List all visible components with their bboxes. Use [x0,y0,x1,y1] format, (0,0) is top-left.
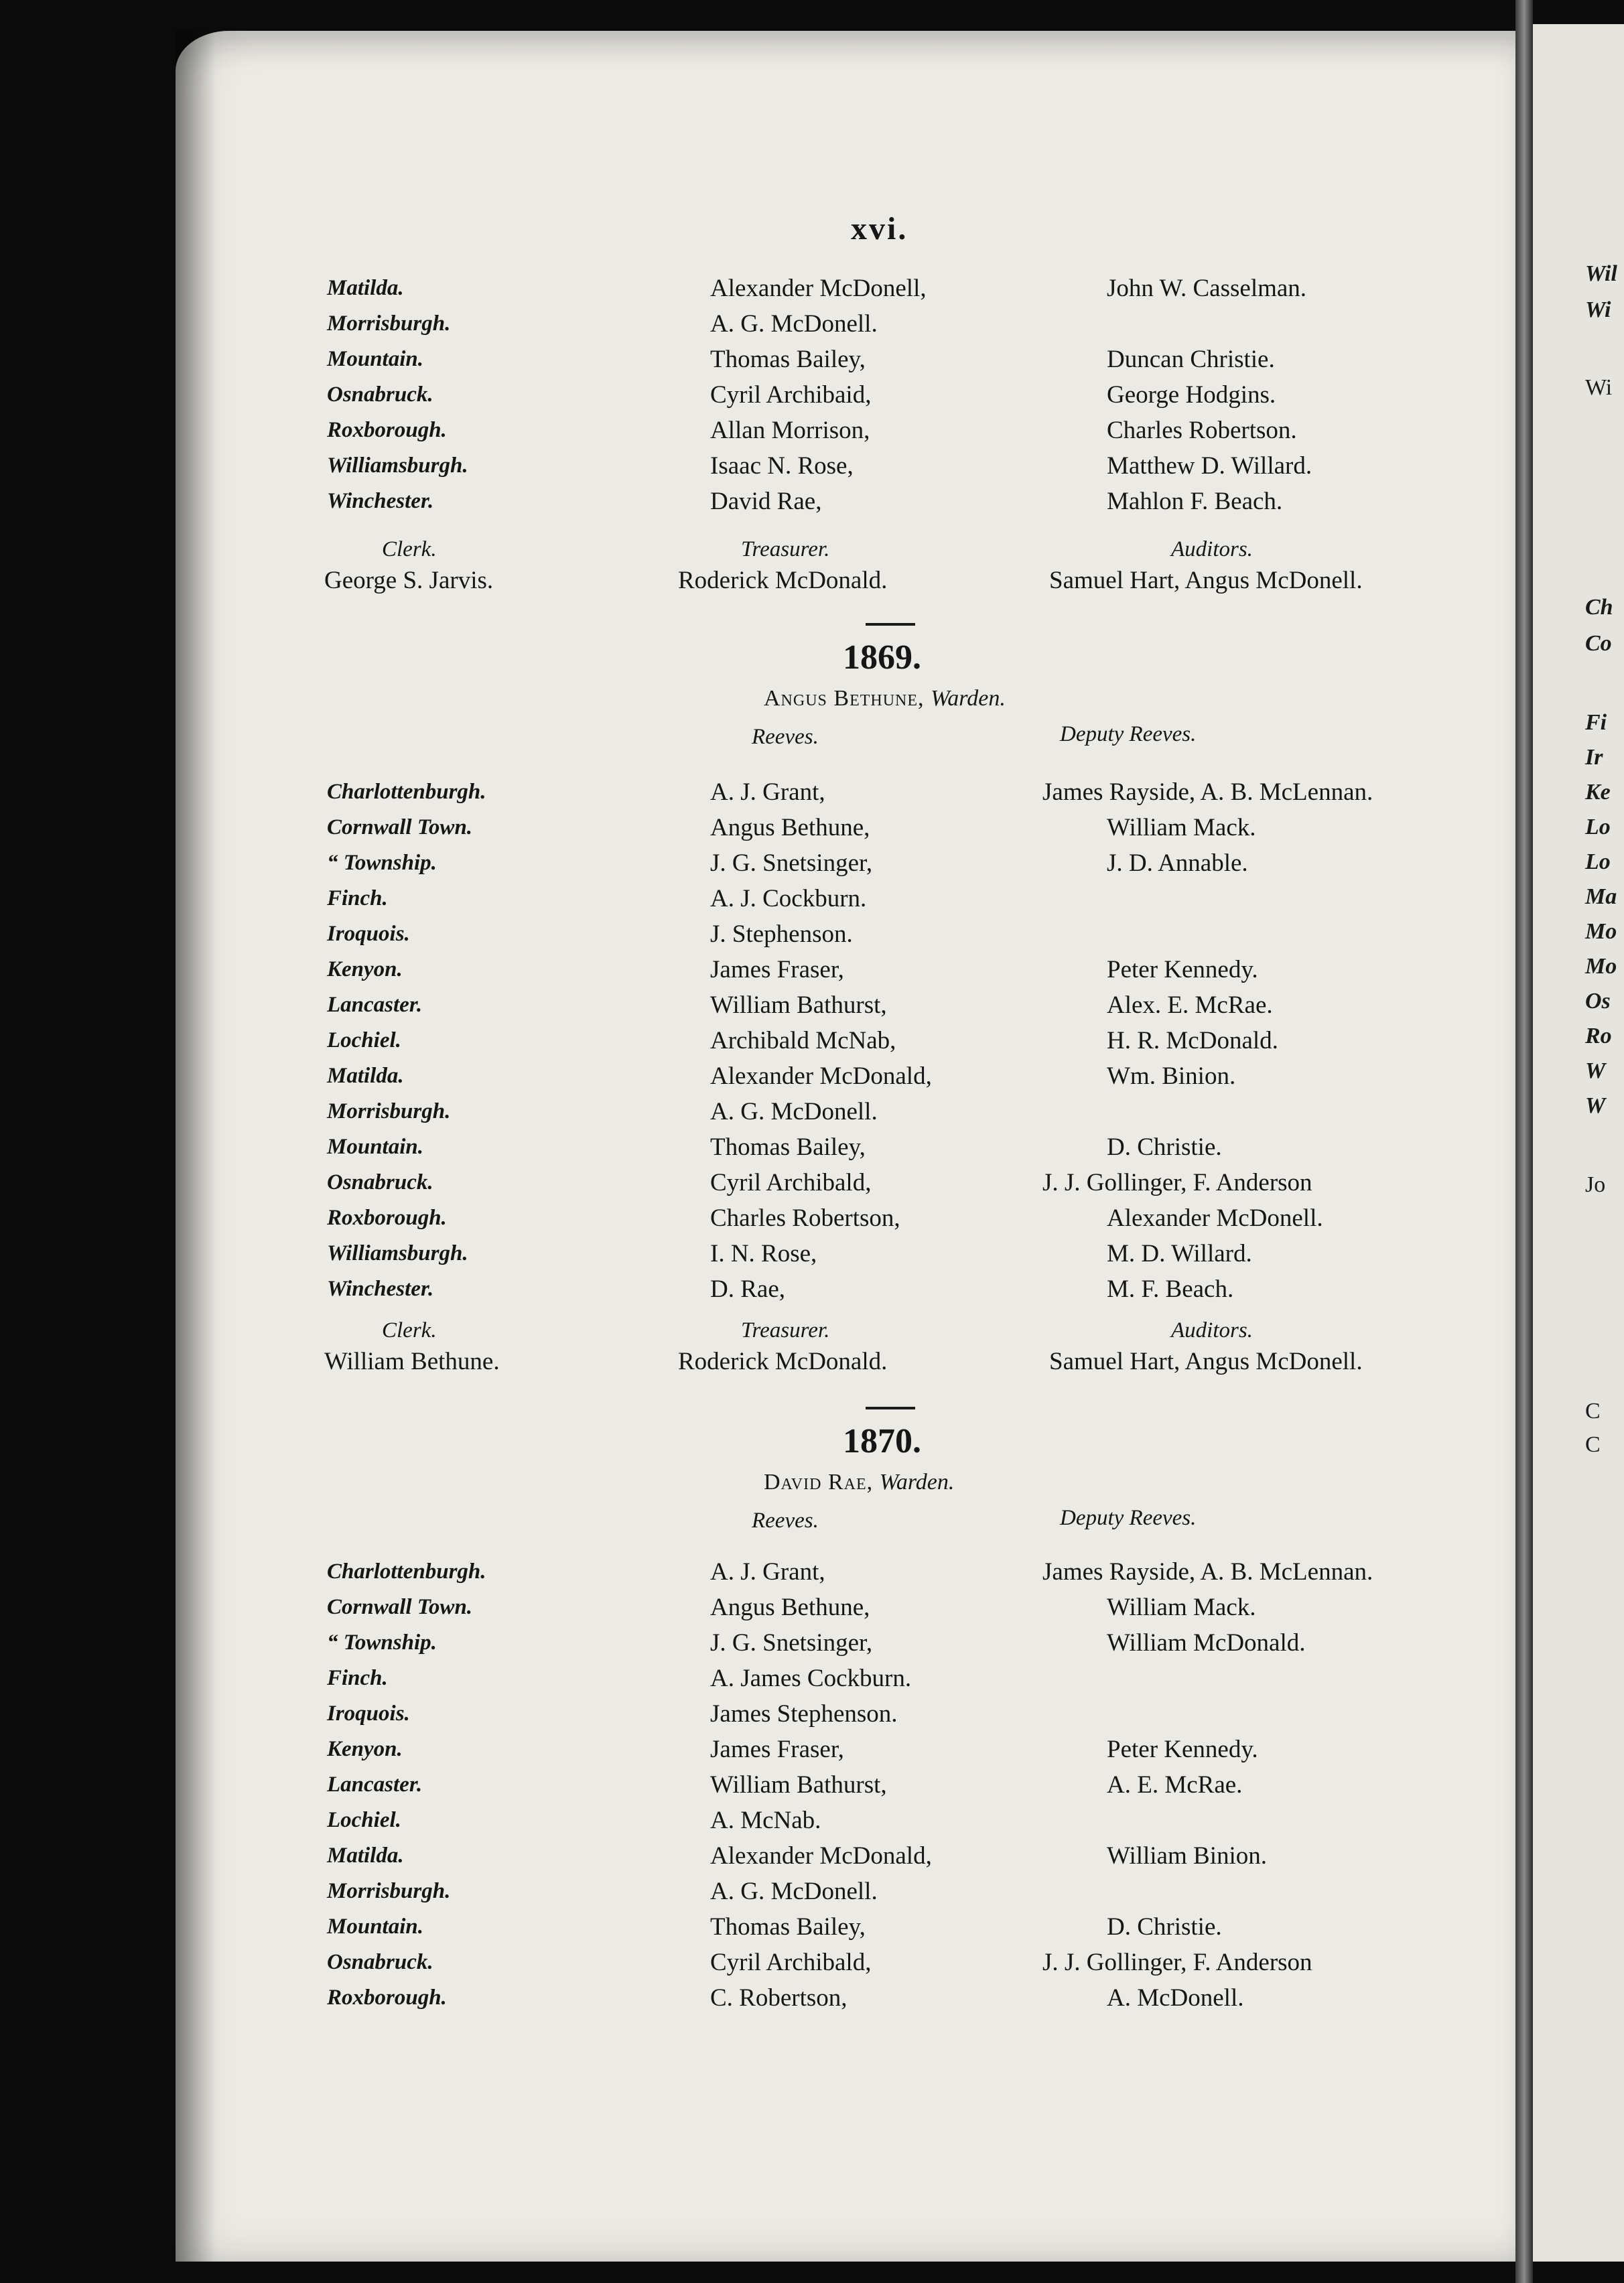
facing-page-fragment: Ma [1585,884,1617,909]
block-1870-reeve: C. Robertson, [710,1984,848,2012]
block-1869-place: Cornwall Town. [327,815,473,839]
block-a-place: Osnabruck. [327,383,433,407]
block-a-treasurer: Roderick McDonald. [678,567,888,594]
block-1870-reeve: Angus Bethune, [710,1594,870,1621]
block-1869-place: Charlottenburgh. [327,780,486,804]
block-a-clerk-label: Clerk. [382,537,437,561]
block-1870-deputy: Peter Kennedy. [1107,1736,1258,1763]
block-1870-reeve: Cyril Archibald, [710,1949,872,1976]
block-1870-deputy: D. Christie. [1107,1913,1222,1941]
book-gutter [1515,0,1533,2283]
block-1869-auditors: Samuel Hart, Angus McDonell. [1049,1348,1363,1375]
block-1870-deputy: William Binion. [1107,1842,1268,1870]
block-1869-deputy: William Mack. [1107,814,1256,841]
facing-page-fragment: Fi [1585,710,1607,735]
block-a-reeve: Cyril Archibaid, [710,381,872,409]
block-1869-place: Roxborough. [327,1206,447,1230]
block-a-auditors: Samuel Hart, Angus McDonell. [1049,567,1363,594]
block-1870-place: Roxborough. [327,1986,447,2010]
block-1869-reeves-label: Reeves. [752,725,819,749]
block-1869-rule [866,623,915,626]
facing-page-fragment: Wil [1585,261,1617,286]
block-1870-place: Mountain. [327,1915,423,1939]
block-1869-place: Lancaster. [327,993,423,1017]
block-1870-place: Lochiel. [327,1808,401,1832]
block-1869-place: Lochiel. [327,1028,401,1052]
facing-page-fragment: Lo [1585,815,1611,839]
block-a-deputy: Charles Robertson. [1107,417,1297,444]
block-1869-reeve: A. J. Cockburn. [710,885,867,912]
block-1869-reeve: J. Stephenson. [710,920,853,948]
block-1869-deputy: Wm. Binion. [1107,1062,1236,1090]
facing-page-fragment: Wi [1585,375,1613,400]
block-1870-place: “ Township. [327,1631,437,1655]
block-1869-treasurer: Roderick McDonald. [678,1348,888,1375]
block-1869-deputy: M. F. Beach. [1107,1275,1234,1303]
block-1869-place: Finch. [327,886,388,910]
block-1870-deputy: J. J. Gollinger, F. Anderson [1042,1949,1312,1976]
block-1870-deputy: A. McDonell. [1107,1984,1244,2012]
block-1870-place: Morrisburgh. [327,1879,451,1903]
block-1870-year: 1870. [843,1422,921,1460]
block-1869-reeve: A. G. McDonell. [710,1098,878,1125]
facing-page-fragment: Co [1585,631,1612,656]
block-1869-deputy-label: Deputy Reeves. [1060,722,1197,746]
block-a-clerk: George S. Jarvis. [324,567,494,594]
block-a-place: Roxborough. [327,418,447,442]
block-1870-place: Charlottenburgh. [327,1560,486,1584]
block-1870-place: Cornwall Town. [327,1595,473,1619]
facing-page-fragment: Mo [1585,919,1617,944]
facing-page-fragment: Ch [1585,595,1613,620]
block-1870-reeve: James Fraser, [710,1736,844,1763]
block-1870-deputy: A. E. McRae. [1107,1771,1243,1799]
facing-page-fragment: Wi [1585,297,1611,322]
facing-page-fragment: Ro [1585,1024,1612,1048]
block-a-place: Morrisburgh. [327,312,451,336]
block-1869-deputy: Alexander McDonell. [1107,1204,1323,1232]
block-1869-reeve: Thomas Bailey, [710,1133,866,1161]
block-1870-warden-title: Warden. [879,1470,955,1495]
block-a-place: Mountain. [327,347,423,371]
facing-page [1533,24,1624,2262]
block-1869-place: Matilda. [327,1064,404,1088]
block-1870-deputy: William McDonald. [1107,1629,1306,1657]
block-1869-reeve: D. Rae, [710,1275,785,1303]
block-1870-reeve: Thomas Bailey, [710,1913,866,1941]
block-a-treasurer-label: Treasurer. [741,537,830,561]
facing-page-fragment: C [1585,1432,1601,1457]
block-1870-deputy: William Mack. [1107,1594,1256,1621]
block-1870-reeve: Alexander McDonald, [710,1842,932,1870]
block-a-deputy: George Hodgins. [1107,381,1276,409]
block-1869-reeve: Angus Bethune, [710,814,870,841]
block-1869-place: Winchester. [327,1277,434,1301]
block-1869-deputy: Alex. E. McRae. [1107,991,1273,1019]
block-a-reeve: Alexander McDonell, [710,275,927,302]
block-a-deputy: Duncan Christie. [1107,346,1275,373]
block-a-reeve: Thomas Bailey, [710,346,866,373]
block-1869-reeve: A. J. Grant, [710,778,825,806]
block-1869-clerk-label: Clerk. [382,1318,437,1342]
facing-page-fragment: Lo [1585,849,1611,874]
block-a-auditors-label: Auditors. [1171,537,1253,561]
block-1870-place: Lancaster. [327,1773,423,1797]
block-a-place: Williamsburgh. [327,454,468,478]
block-1869-reeve: I. N. Rose, [710,1240,817,1267]
block-1870-reeve: A. McNab. [710,1807,821,1834]
block-1870-reeve: A. G. McDonell. [710,1878,878,1905]
block-a-reeve: Isaac N. Rose, [710,452,854,480]
block-1869-reeve: James Fraser, [710,956,844,983]
block-1869-treasurer-label: Treasurer. [741,1318,830,1342]
facing-page-fragment: Jo [1585,1172,1606,1197]
block-1869-reeve: Archibald McNab, [710,1027,896,1054]
block-a-place: Winchester. [327,489,434,513]
block-1870-reeves-label: Reeves. [752,1509,819,1533]
block-1870-place: Finch. [327,1666,388,1690]
facing-page-fragment: Ir [1585,745,1603,770]
block-1869-deputy: James Rayside, A. B. McLennan. [1042,778,1373,806]
block-1869-warden [764,687,1006,710]
facing-page-fragment: Mo [1585,954,1617,979]
block-1869-reeve: J. G. Snetsinger, [710,849,873,877]
block-1869-place: Kenyon. [327,957,403,981]
block-1870-place: Iroquois. [327,1702,410,1726]
block-1869-place: Williamsburgh. [327,1241,468,1265]
block-1869-deputy: H. R. McDonald. [1107,1027,1278,1054]
block-1870-reeve: A. James Cockburn. [710,1665,912,1692]
block-1869-year: 1869. [843,638,921,677]
block-1869-reeve: Charles Robertson, [710,1204,900,1232]
block-1869-warden-name: Angus Bethune, [764,686,931,711]
block-1870-reeve: A. J. Grant, [710,1558,825,1586]
block-1870-rule [866,1407,915,1409]
block-1869-deputy: Peter Kennedy. [1107,956,1258,983]
facing-page-fragment: C [1585,1399,1601,1424]
page-number: xvi. [851,211,908,247]
block-a-place: Matilda. [327,276,404,300]
block-1869-clerk: William Bethune. [324,1348,500,1375]
page-edge-shadow [176,31,216,2262]
block-1869-warden-title: Warden. [931,686,1006,711]
block-a-deputy: Mahlon F. Beach. [1107,488,1283,515]
block-1870-deputy-label: Deputy Reeves. [1060,1506,1197,1530]
block-1869-reeve: William Bathurst, [710,991,887,1019]
block-1870-reeve: James Stephenson. [710,1700,898,1728]
block-1870-place: Osnabruck. [327,1950,433,1974]
block-1870-warden-name: David Rae, [764,1470,880,1495]
block-1870-reeve: J. G. Snetsinger, [710,1629,873,1657]
block-1869-place: Iroquois. [327,922,410,946]
block-a-reeve: David Rae, [710,488,822,515]
block-1869-auditors-label: Auditors. [1171,1318,1253,1342]
block-1870-place: Kenyon. [327,1737,403,1761]
block-a-reeve: Allan Morrison, [710,417,870,444]
block-1869-deputy: M. D. Willard. [1107,1240,1252,1267]
block-1869-deputy: J. D. Annable. [1107,849,1248,877]
block-1869-deputy: D. Christie. [1107,1133,1222,1161]
facing-page-fragment: Os [1585,989,1611,1014]
facing-page-fragment: W [1585,1058,1606,1083]
block-1870-place: Matilda. [327,1844,404,1868]
block-a-reeve: A. G. McDonell. [710,310,878,338]
block-1870-reeve: William Bathurst, [710,1771,887,1799]
block-1869-reeve: Alexander McDonald, [710,1062,932,1090]
block-a-deputy: John W. Casselman. [1107,275,1307,302]
block-1869-place: Osnabruck. [327,1170,433,1194]
block-1869-place: “ Township. [327,851,437,875]
block-1869-place: Mountain. [327,1135,423,1159]
facing-page-fragment: Ke [1585,780,1611,805]
block-1869-place: Morrisburgh. [327,1099,451,1123]
block-1869-deputy: J. J. Gollinger, F. Anderson [1042,1169,1312,1196]
block-1870-deputy: James Rayside, A. B. McLennan. [1042,1558,1373,1586]
block-1870-warden [764,1471,954,1494]
block-a-deputy: Matthew D. Willard. [1107,452,1312,480]
block-1869-reeve: Cyril Archibald, [710,1169,872,1196]
facing-page-fragment: W [1585,1093,1606,1118]
